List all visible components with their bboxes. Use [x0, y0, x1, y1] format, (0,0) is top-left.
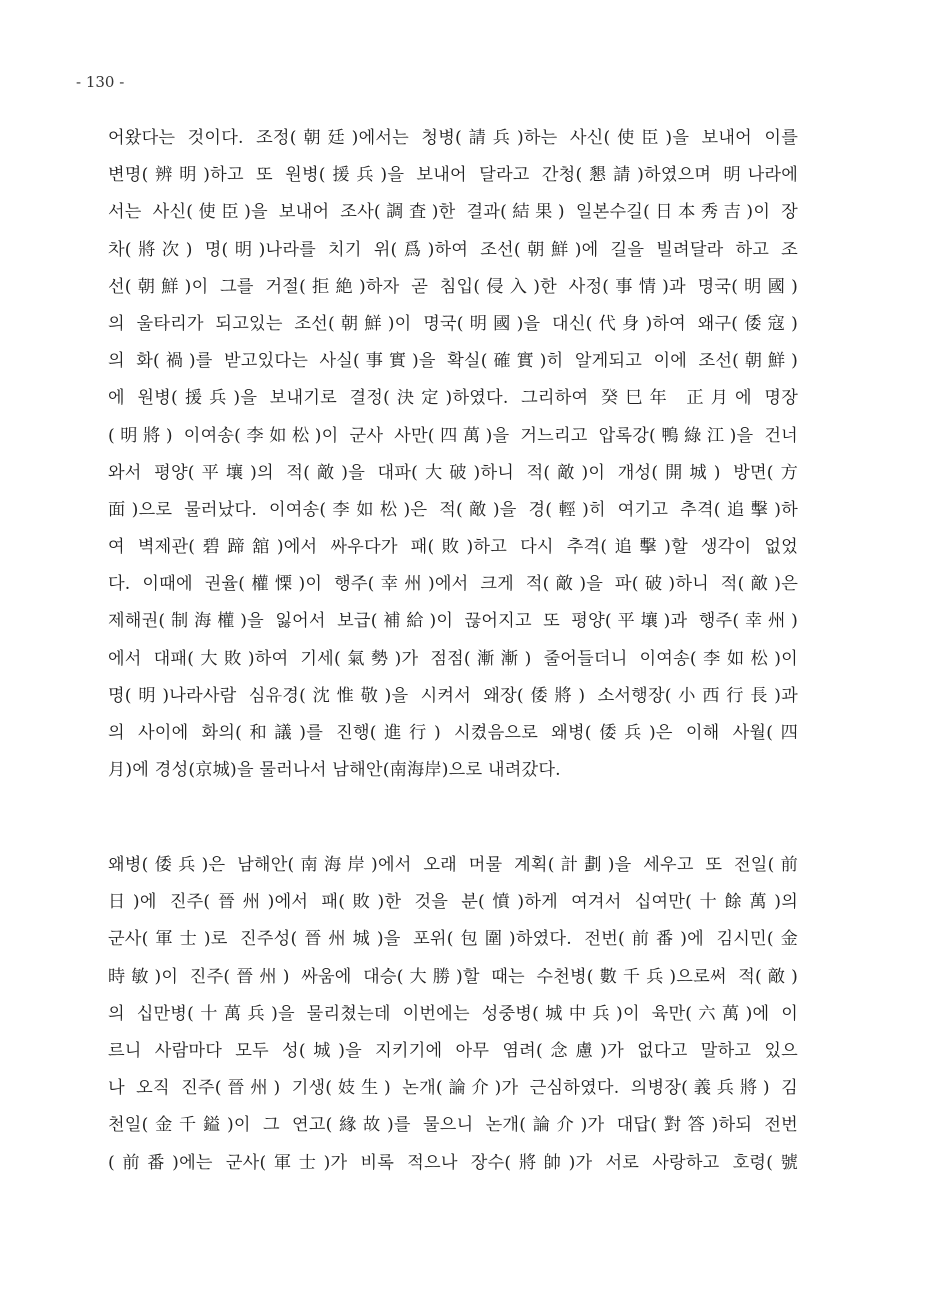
text-line: 月)에 경성(京城)을 물러나서 남해안(南海岸)으로 내려갔다.	[108, 760, 561, 781]
text-line: 천일(金千鎰)이 그 연고(緣故)를 물으니 논개(論介)가 대답(對答)하되 전번	[108, 1115, 798, 1136]
text-line: 日)에 진주(晉州)에서 패(敗)한 것을 분(憤)하게 여겨서 십여만(十餘萬)의	[108, 892, 798, 913]
paragraph	[108, 120, 798, 789]
text-line: 의 화(禍)를 받고있다는 사실(事實)을 확실(確實)히 알게되고 이에 조선(朝鮮)	[108, 351, 798, 372]
paragraph	[108, 847, 798, 1182]
text-line: 面)으로 물러났다. 이여송(李如松)은 적(敵)을 경(輕)히 여기고 추격(追擊)하	[108, 499, 798, 520]
text-line: 다. 이때에 권율(權慄)이 행주(幸州)에서 크게 적(敵)을 파(破)하니 적(敵)은	[108, 574, 798, 595]
text-line: 제해권(制海權)을 잃어서 보급(補給)이 끊어지고 또 평양(平壤)과 행주(幸州)	[108, 611, 798, 632]
text-line: 변명(辨明)하고 또 원병(援兵)을 보내어 달라고 간청(懇請)하였으며 明나라에	[108, 165, 798, 186]
text-line: 의 울타리가 되고있는 조선(朝鮮)이 명국(明國)을 대신(代身)하여 왜구(倭寇)	[108, 313, 798, 334]
page-number: - 130 -	[76, 73, 125, 91]
text-line: 어왔다는 것이다. 조정(朝廷)에서는 청병(請兵)하는 사신(使臣)을 보내어 이를	[108, 128, 798, 148]
text-line: 時敏)이 진주(晉州) 싸움에 대승(大勝)할 때는 수천병(數千兵)으로써 적(敵)	[108, 966, 798, 987]
text-line: 나 오직 진주(晉州) 기생(妓生) 논개(論介)가 근심하였다. 의병장(義兵將) 김	[108, 1078, 798, 1099]
text-line: (前番)에는 군사(軍士)가 비록 적으나 장수(將帥)가 서로 사랑하고 호령(號	[108, 1152, 798, 1173]
text-line: 와서 평양(平壤)의 적(敵)을 대파(大破)하니 적(敵)이 개성(開城) 방면(方	[108, 462, 798, 483]
text-line: 서는 사신(使臣)을 보내어 조사(調査)한 결과(結果) 일본수길(日本秀吉)이 장	[108, 202, 798, 223]
text-line: 군사(軍士)로 진주성(晉州城)을 포위(包圍)하였다. 전번(前番)에 김시민(金	[108, 929, 798, 950]
text-line: 에 원병(援兵)을 보내기로 결정(決定)하였다. 그리하여 癸巳年 正月에 명장	[108, 388, 798, 409]
text-line: 의 사이에 화의(和議)를 진행(進行) 시켰음으로 왜병(倭兵)은 이해 사월(四	[108, 723, 798, 743]
text-line: 여 벽제관(碧蹄舘)에서 싸우다가 패(敗)하고 다시 추격(追擊)할 생각이 없었	[108, 537, 798, 558]
text-line: (明將) 이여송(李如松)이 군사 사만(四萬)을 거느리고 압록강(鴨綠江)을 건너	[108, 425, 798, 446]
text-line: 차(將次) 명(明)나라를 치기 위(爲)하여 조선(朝鮮)에 길을 빌려달라 하고 조	[108, 239, 798, 260]
text-line: 명(明)나라사람 심유경(沈惟敬)을 시켜서 왜장(倭將) 소서행장(小西行長)과	[108, 685, 798, 706]
text-line: 르니 사람마다 모두 성(城)을 지키기에 아무 염려(念慮)가 없다고 말하고 있으	[108, 1040, 798, 1061]
text-line: 의 십만병(十萬兵)을 물리쳤는데 이번에는 성중병(城中兵)이 육만(六萬)에 이	[108, 1003, 798, 1024]
text-line: 선(朝鮮)이 그를 거절(拒絶)하자 곧 침입(侵入)한 사정(事情)과 명국(明國)	[108, 276, 798, 297]
text-line: 에서 대패(大敗)하여 기세(氣勢)가 점점(漸漸) 줄어들더니 이여송(李如松)이	[108, 648, 798, 669]
text-line: 왜병(倭兵)은 남해안(南海岸)에서 오래 머물 계획(計劃)을 세우고 또 전일(前	[108, 855, 798, 875]
